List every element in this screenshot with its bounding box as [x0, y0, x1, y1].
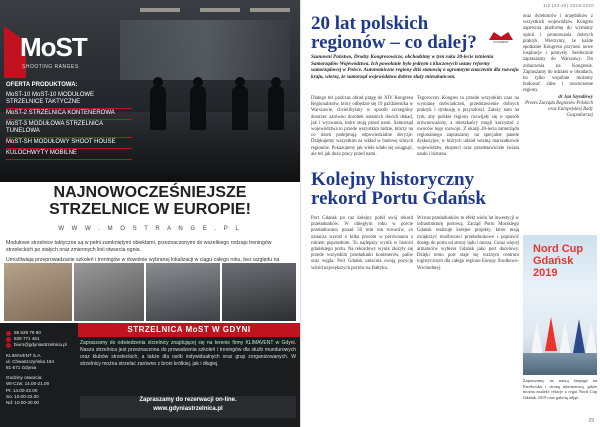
hours-line: Wt-Czw: 14.00-21.00: [6, 381, 50, 387]
sail-icon: [545, 317, 557, 351]
banner-line-2: STRZELNICE W EUROPIE!: [49, 201, 251, 218]
right-page-articles: [300, 0, 600, 427]
address-line: ul. Chwaszczyńska 194: [6, 358, 55, 364]
konwent-logo: [489, 32, 513, 44]
phone-1: 58 629 79 60: [14, 330, 41, 335]
range-gdynia-title: STRZELNICA MoST W GDYNI: [78, 323, 300, 337]
shooter-figure: [150, 86, 166, 130]
range-description: Zapraszamy do odwiedzenia strzelnicy znajdującej się na terenie firmy KLIMAVENT w Gdyni. Nasza strzelnica jest przeznaczona do prowadzenia szkoleń i treningów dla służb mundurowych oraz klubów strzeleckich, a także dla osób indywidualnych oraz grup zorganizowanych. W strzelnicy można strzelać zarówno z broni krótkiej, jak i długiej.: [80, 340, 296, 367]
sea: [523, 353, 597, 375]
article-title-port: Kolejny historyczny rekord Portu Gdańsk: [311, 169, 486, 209]
most-logo: [4, 24, 100, 82]
offer-item: MoST-2 STRZELNICA KONTENEROWA: [6, 109, 132, 120]
column-text: oraz dyrektorów i urzędników z wszystkich województw. Kongres zapewnia platformę do wymiany opinii i promowania dobrych praktyk. Wierzymy, że każde spotkanie Kongresu przynosi nowe inspiracje i pomysły. Serdecznie zapraszamy do Warszawy. Do zobaczenia na Kongresie. Zapraszamy do udziału w obradach, bo tylko wspólnie możemy budować silne i nowoczesne regiony.: [523, 14, 593, 94]
address: [6, 353, 68, 372]
banner-line-1: NAJNOWOCZEŚNIEJSZE: [53, 184, 247, 201]
offer-item: MoST-SH MODUŁOWY SHOOT HOUSE: [6, 138, 132, 149]
cta-line: Zapraszamy do rezerwacji on-line.: [139, 397, 237, 403]
offer-item: MoST-10 MoST-10 MODUŁOWE STRZELNICE TAKTYCZNE: [6, 91, 132, 109]
shooter-figure: [268, 86, 284, 130]
ceiling-light: [200, 8, 240, 12]
logo-subtitle: SHOOTING RANGES: [22, 64, 79, 70]
offer-item: KULOCHWYTY MOBILNE: [6, 149, 132, 160]
sail-icon: [573, 319, 585, 353]
photo-instructor: [4, 263, 72, 321]
article-column: Wzrost przeładunków to efekt wielu lat inwestycji w infrastrukturę portową. Zarząd Portu Morskiego Gdańsk realizuje kolejne projekty, które mają zwiększyć możliwości przeładunkowe i poprawić dostęp do portu od strony lądu i morza. Coraz więcej armatorów wybiera Gdańsk jako port docelowy. Dzięki temu port staje się ważnym centrum logistycznym dla całego regionu Europy Środkowo-Wschodniej.: [417, 216, 519, 271]
contact-details: [6, 330, 68, 406]
hours-title: Godziny otwarcia:: [6, 375, 43, 381]
ceiling-light: [250, 8, 290, 12]
konwent-mark-icon: [489, 32, 513, 40]
nord-cup-title: Nord Cup Gdańsk 2019: [533, 243, 584, 279]
photo-caption: Zapraszamy na naszą fanpage na Facebooku i stronę internetową, gdzie można znaleźć relacje z regat Nord Cup Gdańsk 2019 oraz galerię zdjęć.: [523, 378, 597, 400]
offer-title: OFERTA PRODUKTOWA:: [6, 82, 78, 88]
intro-paragraph: Umożliwiają przeprowadzanie szkoleń i treningów w dowolnie wybranej lokalizacji w ciągu całego roku, bez względu na: [6, 257, 280, 263]
article-column: Port Gdańsk po raz kolejny pobił swój rekord przeładunków. W ubiegłym roku w porcie przeładowano ponad 50 mln ton towarów, co oznacza wzrost o kilka procent w porównaniu z rokiem poprzednim. To najlepszy wynik w historii gdańskiego portu. Na rekordowy wynik złożyły się przede wszystkim przeładunki kontenerów, paliw oraz węgla. Port Gdańsk umacnia swoją pozycję wśród największych portów na Bałtyku.: [311, 216, 413, 271]
sail-icon: [585, 321, 597, 355]
website-url: W W W . M O S T R A N G E . P L: [58, 226, 242, 232]
article-column: Tegoroczny Kongres to przede wszystkim czas na wymianę doświadczeń, przedstawienie dobrych praktyk i dyskusję o przyszłości. Zależy nam na tym, aby polskie regiony rozwijały się w sposób zrównoważony, a mieszkańcy mogli korzystać z owoców tego rozwoju. Z okazji 20-lecia samorządu regionalnego zapraszamy na specjalne panele dyskusyjne, w których udział wezmą marszałkowie województw, eksperci oraz przedstawiciele świata nauki i biznesu.: [417, 96, 519, 157]
phone-2: 539 771 461: [14, 336, 40, 342]
shooter-figure: [190, 86, 206, 130]
mobile-icon: [6, 337, 11, 342]
konwent-label: KONWENT: [493, 40, 509, 44]
reservation-cta: [80, 396, 296, 418]
range-wall: [120, 20, 290, 80]
photo-range-lane: [74, 263, 144, 321]
opening-hours: [6, 375, 68, 406]
sail-icon: [559, 321, 571, 355]
article-title-regions: 20 lat polskich regionów – co dalej?: [311, 13, 477, 53]
address-line: KLIMAVENT S.A.: [6, 352, 42, 358]
cta-website: www.gdyniastrzelnica.pl: [153, 406, 223, 412]
hours-line: Nd: 10.00-20.00: [6, 400, 39, 406]
hours-line: Pt: 14.00-22.00: [6, 387, 38, 393]
ceiling-light: [140, 8, 180, 12]
article-column: Dlatego też podczas obrad pragę do XIV Kongresu Regionalistów, który odbędzie się 19 października w Warszawie, chcielibyśmy w sposób szczególny dostrzec zarówno dorobek ostatnich dwóch dekad, jak i wyzwania, które stoją przed nami. Samorząd województwa to przede wszystkim ludzie, którzy na co dzień podejmują odpowiedzialne decyzje. Dziękujemy wszystkim za wkład w budowę silnych regionów. Pokazujemy jak wiele udało się osiągnąć, ale też jak dużo pracy przed nami.: [311, 96, 413, 157]
address-line: 81-571 Gdynia: [6, 365, 37, 371]
logo-text: MoST: [20, 32, 87, 62]
photo-strip: [0, 263, 300, 321]
product-offer-list: [6, 82, 132, 160]
offer-item: MoST-3 MODUŁOWA STRZELNICA TUNELOWA: [6, 120, 132, 138]
page-number: 29: [588, 418, 594, 424]
photo-range-interior: [146, 263, 220, 321]
intro-paragraph: Modułowe strzelnice taktyczne są w pełni zamkniętymi obiektami, przeznaczonymi do wszelkiego rodzaju treningów strzeleckich po stałych oraz zmiennych linii otwarcia ognia.: [6, 240, 272, 253]
issue-number: 1/2 (42-49) 2019/2020: [543, 3, 594, 8]
article-lead: Szanowni Państwo, Drodzy Kongresowicze, obchodzimy w tym roku 20-lecie istnienia Samorządów Województwa. Ich powołanie było jednym z kluczowych ustaw reformy samorządowej w Polsce. Autonomiczne regiony dziś stanowią o ogromnym znaczeniu dla rozwoju kraju, wierzę, że samorząd województwa dobrze służy mieszkańcom.: [311, 54, 519, 80]
sail-icon: [531, 321, 543, 355]
email-icon: [6, 343, 11, 348]
hours-line: So: 10.00-22.00: [6, 393, 39, 399]
signature-role: Prezes Zarządu Regionów Polskich oraz Europejskiej Rady Gospodarczej: [525, 100, 593, 119]
nord-cup-photo: [523, 235, 597, 375]
phone-icon: [6, 331, 11, 336]
article-column: [523, 14, 593, 119]
hero-shooting-range-photo: [0, 0, 300, 182]
email-row: [6, 342, 68, 348]
email: biuro@gdyniastrzelnica.pl: [14, 342, 67, 348]
photo-range-corridor: [222, 263, 296, 321]
signature-name: dr Jan Szyndlewy: [558, 94, 593, 100]
shooter-figure: [232, 86, 248, 130]
